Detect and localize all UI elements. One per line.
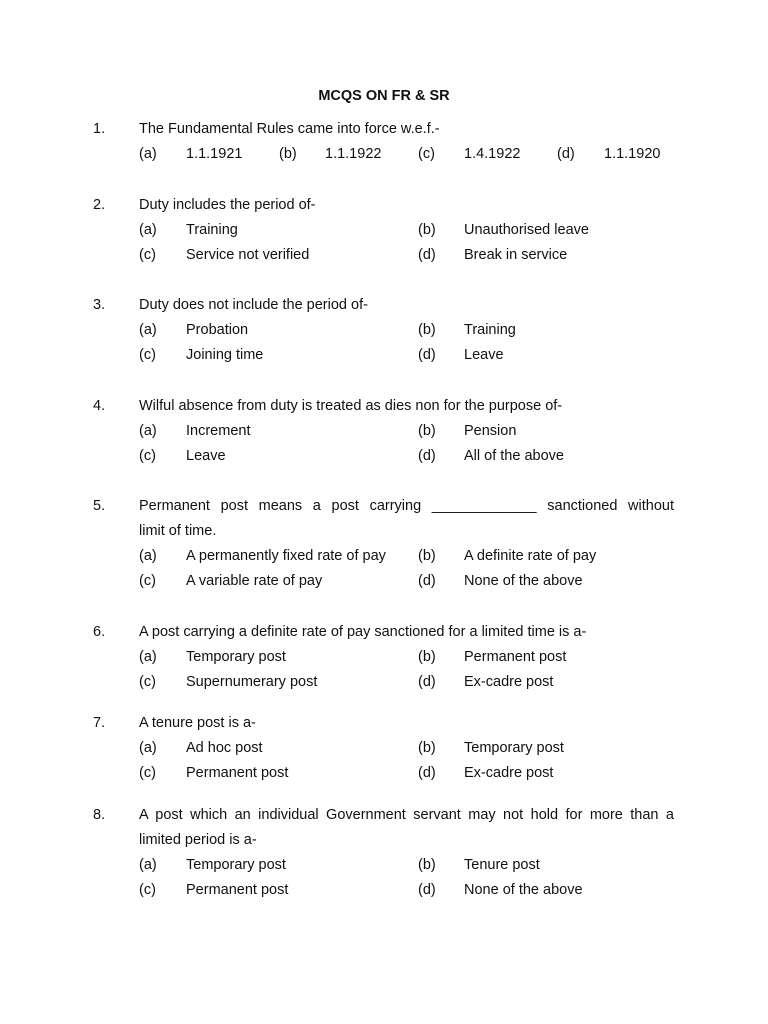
options-row — [0, 218, 768, 243]
options-row — [0, 544, 768, 569]
options-row — [0, 343, 768, 368]
question-text: Duty includes the period of- — [139, 197, 316, 213]
option-text: Ex-cadre post — [464, 765, 554, 781]
option-text: Break in service — [464, 247, 568, 263]
option-label: (a) — [139, 548, 157, 564]
option-label: (c) — [139, 674, 156, 690]
options-row — [0, 670, 768, 695]
option-text: Temporary post — [186, 649, 286, 665]
question-number: 3. — [93, 297, 106, 313]
option-label: (a) — [139, 222, 157, 238]
option-text: Temporary post — [464, 740, 564, 756]
option-text: A variable rate of pay — [186, 573, 323, 589]
option-label: (b) — [418, 222, 436, 238]
options-row — [0, 444, 768, 469]
options-row — [0, 318, 768, 343]
option-label: (d) — [418, 882, 436, 898]
option-label: (c) — [139, 247, 156, 263]
question-5 — [0, 494, 768, 594]
question-text-line-1: A post which an individual Government servant may not hold for more than a — [139, 807, 674, 823]
option-text: Pension — [464, 423, 517, 439]
question-text: The Fundamental Rules came into force w.e.f.- — [139, 121, 440, 137]
option-text: Unauthorised leave — [464, 222, 589, 238]
options-row — [0, 419, 768, 444]
option-label: (a) — [139, 740, 157, 756]
option-text: Supernumerary post — [186, 674, 318, 690]
option-label: (d) — [418, 347, 436, 363]
option-text: Probation — [186, 322, 249, 338]
option-label: (b) — [418, 649, 436, 665]
option-label: (a) — [139, 857, 157, 873]
option-text: Leave — [186, 448, 226, 464]
question-text-line-2: limit of time. — [139, 523, 217, 539]
question-3 — [0, 293, 768, 368]
option-text: Ad hoc post — [186, 740, 263, 756]
option-text: 1.1.1921 — [186, 146, 243, 162]
options-row — [0, 736, 768, 761]
options-row — [0, 569, 768, 594]
option-label: (c) — [139, 882, 156, 898]
option-text: Tenure post — [464, 857, 540, 873]
option-label: (c) — [139, 448, 156, 464]
question-4 — [0, 394, 768, 469]
option-text: A permanently fixed rate of pay — [186, 548, 386, 564]
option-label: (b) — [279, 146, 297, 162]
question-number: 1. — [93, 121, 106, 137]
option-text: Service not verified — [186, 247, 310, 263]
question-number: 8. — [93, 807, 106, 823]
option-text: Permanent post — [186, 882, 289, 898]
option-text: All of the above — [464, 448, 564, 464]
option-label: (b) — [418, 740, 436, 756]
option-text: 1.1.1920 — [604, 146, 661, 162]
option-label: (d) — [418, 448, 436, 464]
options-row — [0, 853, 768, 878]
options-row — [0, 878, 768, 903]
option-label: (c) — [418, 146, 435, 162]
options-row — [0, 645, 768, 670]
option-label: (b) — [418, 857, 436, 873]
option-label: (a) — [139, 146, 157, 162]
question-2 — [0, 193, 768, 268]
question-text: A tenure post is a- — [139, 715, 256, 731]
question-number: 5. — [93, 498, 106, 514]
question-number: 4. — [93, 398, 106, 414]
option-label: (b) — [418, 548, 436, 564]
question-text-line-2: limited period is a- — [139, 832, 257, 848]
option-label: (a) — [139, 423, 157, 439]
option-text: 1.1.1922 — [325, 146, 382, 162]
option-text: Training — [464, 322, 516, 338]
option-label: (a) — [139, 649, 157, 665]
option-text: Permanent post — [186, 765, 289, 781]
question-text: A post carrying a definite rate of pay sanctioned for a limited time is a- — [139, 624, 587, 640]
option-text: Temporary post — [186, 857, 286, 873]
question-text-line-1: Permanent post means a post carrying _____________ sanctioned without — [139, 498, 674, 514]
question-number: 6. — [93, 624, 106, 640]
option-text: A definite rate of pay — [464, 548, 597, 564]
option-label: (d) — [418, 674, 436, 690]
question-number: 7. — [93, 715, 106, 731]
question-text: Duty does not include the period of- — [139, 297, 368, 313]
option-label: (c) — [139, 347, 156, 363]
option-label: (c) — [139, 765, 156, 781]
question-6 — [0, 620, 768, 695]
question-number: 2. — [93, 197, 106, 213]
option-label: (d) — [418, 573, 436, 589]
options-row — [0, 142, 768, 167]
question-8 — [0, 803, 768, 903]
option-text: Increment — [186, 423, 251, 439]
options-row — [0, 243, 768, 268]
question-7 — [0, 711, 768, 786]
page-title: MCQS ON FR & SR — [318, 88, 450, 104]
option-label: (a) — [139, 322, 157, 338]
option-label: (d) — [418, 765, 436, 781]
options-row — [0, 761, 768, 786]
option-label: (d) — [418, 247, 436, 263]
option-label: (b) — [418, 423, 436, 439]
option-text: Ex-cadre post — [464, 674, 554, 690]
option-text: Joining time — [186, 347, 264, 363]
question-1 — [0, 117, 768, 167]
option-text: None of the above — [464, 573, 583, 589]
option-label: (b) — [418, 322, 436, 338]
option-label: (c) — [139, 573, 156, 589]
option-text: Permanent post — [464, 649, 567, 665]
option-text: 1.4.1922 — [464, 146, 521, 162]
option-text: Training — [186, 222, 238, 238]
option-text: None of the above — [464, 882, 583, 898]
option-label: (d) — [557, 146, 575, 162]
question-text: Wilful absence from duty is treated as dies non for the purpose of- — [139, 398, 563, 414]
option-text: Leave — [464, 347, 504, 363]
